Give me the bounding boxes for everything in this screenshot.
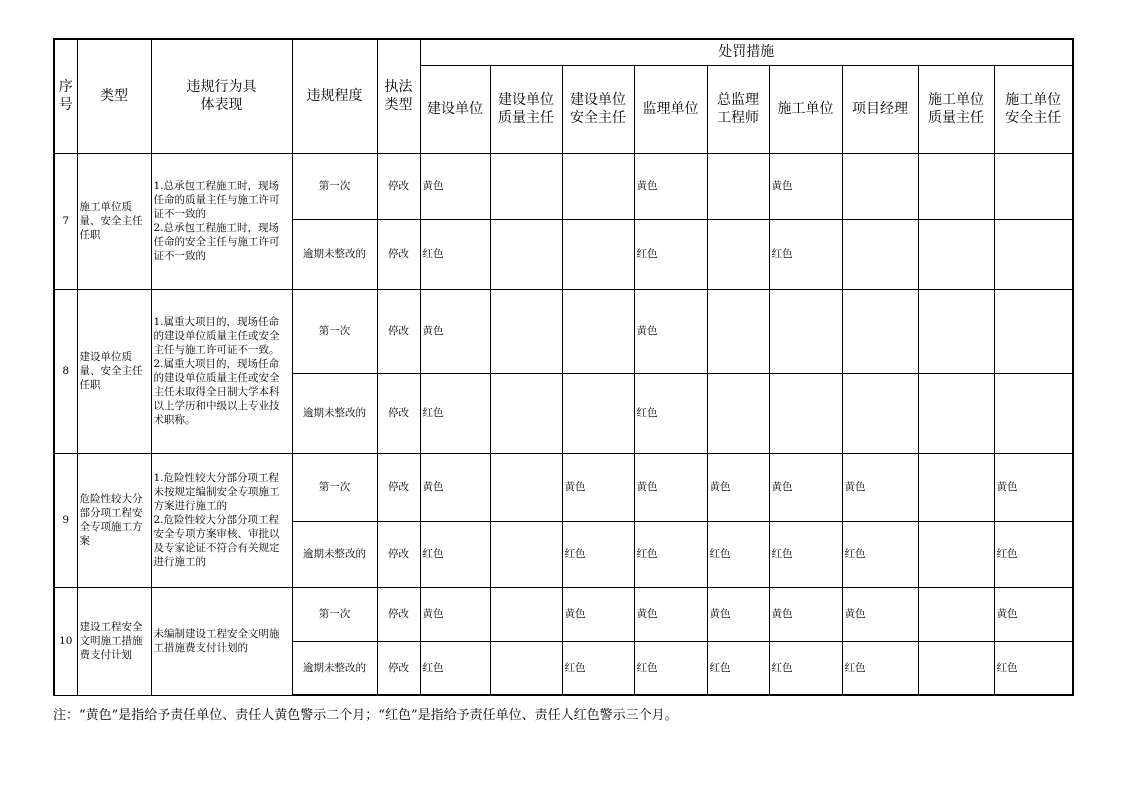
header-col-6 bbox=[842, 65, 918, 153]
header-degree: 违规程度 bbox=[292, 39, 377, 153]
header-col-label: 监理单位 bbox=[642, 101, 699, 117]
penalty-cell: 红色 bbox=[562, 641, 634, 695]
penalty-cell: 黄色 bbox=[769, 453, 842, 521]
penalty-table bbox=[53, 38, 1074, 696]
header-col-1 bbox=[490, 65, 562, 153]
behavior-cell: 未编制建设工程安全文明施工措施费支付计划的 bbox=[151, 587, 292, 695]
penalty-cell bbox=[994, 219, 1073, 289]
penalty-cell: 红色 bbox=[842, 521, 918, 587]
penalty-cell: 红色 bbox=[994, 521, 1073, 587]
header-col-label: 总监理工程师 bbox=[717, 92, 759, 126]
penalty-cell: 红色 bbox=[562, 521, 634, 587]
type-cell: 施工单位质量、安全主任任职 bbox=[77, 153, 151, 289]
penalty-cell: 黄色 bbox=[562, 587, 634, 641]
penalty-cell bbox=[918, 289, 994, 373]
law-type-cell: 停改 bbox=[377, 373, 420, 453]
table-row bbox=[54, 289, 1073, 373]
penalty-cell: 黄色 bbox=[842, 453, 918, 521]
type-cell: 建设工程安全文明施工措施费支付计划 bbox=[77, 587, 151, 695]
penalty-cell: 红色 bbox=[420, 641, 490, 695]
penalty-cell bbox=[842, 153, 918, 219]
penalty-cell bbox=[562, 289, 634, 373]
penalty-cell bbox=[562, 219, 634, 289]
penalty-cell bbox=[490, 521, 562, 587]
penalty-cell: 红色 bbox=[420, 219, 490, 289]
penalty-cell bbox=[769, 373, 842, 453]
penalty-cell bbox=[490, 587, 562, 641]
header-col-2 bbox=[562, 65, 634, 153]
penalty-cell bbox=[707, 219, 769, 289]
table-row bbox=[54, 587, 1073, 641]
behavior-cell: 1.总承包工程施工时，现场任命的质量主任与施工许可证不一致的 2.总承包工程施工时，现场任命的安全主任与施工许可证不一致的 bbox=[151, 153, 292, 289]
penalty-cell bbox=[490, 373, 562, 453]
penalty-cell bbox=[918, 219, 994, 289]
penalty-cell bbox=[918, 641, 994, 695]
penalty-cell: 红色 bbox=[634, 373, 707, 453]
behavior-cell: 1.属重大项目的，现场任命的建设单位质量主任或安全主任与施工许可证不一致。 2.属重大项目的，现场任命的建设单位质量主任或安全主任未取得全日制大学本科以上学历和中级以上专业技术职称。 bbox=[151, 289, 292, 453]
footnote: 注：“黄色”是指给予责任单位、责任人黄色警示二个月；“红色”是指给予责任单位、责任人红色警示三个月。 bbox=[53, 708, 678, 723]
table-row bbox=[54, 453, 1073, 521]
penalty-cell bbox=[490, 453, 562, 521]
behavior-cell: 1.危险性较大分部分项工程未按规定编制安全专项施工方案进行施工的 2.危险性较大分部分项工程安全专项方案审核、审批以及专家论证不符合有关规定进行施工的 bbox=[151, 453, 292, 587]
law-type-cell: 停改 bbox=[377, 289, 420, 373]
law-type-cell: 停改 bbox=[377, 219, 420, 289]
penalty-cell: 黄色 bbox=[634, 289, 707, 373]
degree-cell: 第一次 bbox=[292, 153, 377, 219]
penalty-cell bbox=[918, 373, 994, 453]
header-behavior: 违规行为具体表现 bbox=[151, 39, 292, 153]
penalty-cell: 红色 bbox=[420, 521, 490, 587]
penalty-cell: 红色 bbox=[769, 641, 842, 695]
degree-cell: 逾期未整改的 bbox=[292, 521, 377, 587]
header-col-label: 施工单位质量主任 bbox=[928, 92, 984, 126]
header-col-0 bbox=[420, 65, 490, 153]
penalty-cell: 红色 bbox=[634, 641, 707, 695]
degree-cell: 第一次 bbox=[292, 453, 377, 521]
penalty-cell bbox=[918, 453, 994, 521]
header-type: 类型 bbox=[77, 39, 151, 153]
penalty-cell bbox=[994, 153, 1073, 219]
header-col-label: 项目经理 bbox=[852, 101, 908, 117]
penalty-cell: 黄色 bbox=[842, 587, 918, 641]
header-penalty-group: 处罚措施 bbox=[420, 39, 1073, 65]
penalty-cell bbox=[562, 153, 634, 219]
penalty-cell bbox=[842, 373, 918, 453]
penalty-cell: 黄色 bbox=[420, 453, 490, 521]
penalty-cell bbox=[707, 373, 769, 453]
penalty-cell: 黄色 bbox=[994, 587, 1073, 641]
penalty-cell: 黄色 bbox=[769, 587, 842, 641]
penalty-cell bbox=[994, 373, 1073, 453]
penalty-cell: 黄色 bbox=[994, 453, 1073, 521]
law-type-cell: 停改 bbox=[377, 641, 420, 695]
penalty-cell: 红色 bbox=[420, 373, 490, 453]
penalty-cell: 黄色 bbox=[634, 453, 707, 521]
penalty-cell: 黄色 bbox=[562, 453, 634, 521]
penalty-cell: 红色 bbox=[842, 641, 918, 695]
degree-cell: 第一次 bbox=[292, 289, 377, 373]
penalty-cell: 红色 bbox=[769, 219, 842, 289]
penalty-cell bbox=[918, 521, 994, 587]
penalty-cell: 红色 bbox=[707, 641, 769, 695]
penalty-cell bbox=[842, 289, 918, 373]
header-col-label: 施工单位安全主任 bbox=[1005, 92, 1062, 126]
type-cell: 建设单位质量、安全主任任职 bbox=[77, 289, 151, 453]
header-col-label: 建设单位质量主任 bbox=[498, 92, 554, 126]
seq-cell: 7 bbox=[54, 153, 77, 289]
penalty-cell bbox=[918, 587, 994, 641]
header-col-3 bbox=[634, 65, 707, 153]
law-type-cell: 停改 bbox=[377, 521, 420, 587]
penalty-cell: 黄色 bbox=[634, 587, 707, 641]
penalty-cell bbox=[842, 219, 918, 289]
seq-cell: 10 bbox=[54, 587, 77, 695]
penalty-cell: 黄色 bbox=[420, 153, 490, 219]
degree-cell: 逾期未整改的 bbox=[292, 219, 377, 289]
header-col-label: 建设单位 bbox=[427, 101, 483, 117]
penalty-cell bbox=[769, 289, 842, 373]
penalty-cell bbox=[707, 289, 769, 373]
header-col-7 bbox=[918, 65, 994, 153]
penalty-cell bbox=[490, 153, 562, 219]
law-type-cell: 停改 bbox=[377, 153, 420, 219]
table-row bbox=[54, 153, 1073, 219]
penalty-cell: 黄色 bbox=[420, 289, 490, 373]
penalty-cell bbox=[918, 153, 994, 219]
header-col-4 bbox=[707, 65, 769, 153]
penalty-cell: 红色 bbox=[769, 521, 842, 587]
penalty-cell: 红色 bbox=[994, 641, 1073, 695]
penalty-cell: 黄色 bbox=[420, 587, 490, 641]
penalty-cell: 黄色 bbox=[707, 453, 769, 521]
penalty-cell bbox=[490, 219, 562, 289]
penalty-cell bbox=[490, 641, 562, 695]
header-col-8 bbox=[994, 65, 1073, 153]
law-type-cell: 停改 bbox=[377, 453, 420, 521]
law-type-cell: 停改 bbox=[377, 587, 420, 641]
header-law-type: 执法类型 bbox=[377, 39, 420, 153]
degree-cell: 逾期未整改的 bbox=[292, 373, 377, 453]
degree-cell: 第一次 bbox=[292, 587, 377, 641]
seq-cell: 9 bbox=[54, 453, 77, 587]
header-col-label: 建设单位安全主任 bbox=[570, 92, 626, 126]
header-col-5 bbox=[769, 65, 842, 153]
penalty-cell bbox=[994, 289, 1073, 373]
type-cell: 危险性较大分部分项工程安全专项施工方案 bbox=[77, 453, 151, 587]
penalty-cell bbox=[562, 373, 634, 453]
penalty-cell: 红色 bbox=[634, 219, 707, 289]
seq-cell: 8 bbox=[54, 289, 77, 453]
penalty-cell bbox=[707, 153, 769, 219]
penalty-cell: 红色 bbox=[634, 521, 707, 587]
degree-cell: 逾期未整改的 bbox=[292, 641, 377, 695]
penalty-cell: 黄色 bbox=[634, 153, 707, 219]
header-col-label: 施工单位 bbox=[777, 101, 834, 117]
header-seq: 序号 bbox=[54, 39, 77, 153]
penalty-cell: 黄色 bbox=[707, 587, 769, 641]
penalty-cell: 红色 bbox=[707, 521, 769, 587]
penalty-cell bbox=[490, 289, 562, 373]
penalty-cell: 黄色 bbox=[769, 153, 842, 219]
